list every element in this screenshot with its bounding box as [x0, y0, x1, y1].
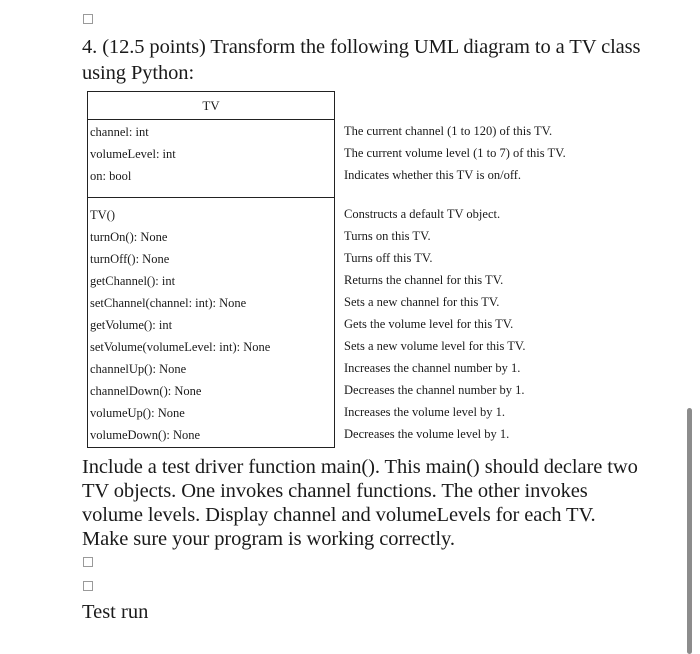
uml-method: channelUp(): None — [90, 362, 187, 376]
uml-method-description: Turns off this TV. — [344, 251, 433, 265]
test-run-label: Test run — [82, 601, 149, 623]
uml-method: turnOff(): None — [90, 252, 170, 266]
uml-method: setVolume(volumeLevel: int): None — [90, 340, 271, 354]
uml-method-description: Decreases the volume level by 1. — [344, 427, 510, 441]
uml-method: getChannel(): int — [90, 274, 176, 288]
uml-class-name: TV — [88, 92, 334, 120]
uml-method-description: Sets a new volume level for this TV. — [344, 339, 526, 353]
uml-method-description: Returns the channel for this TV. — [344, 273, 504, 287]
checkbox-icon — [83, 581, 93, 591]
uml-method-description: Increases the channel number by 1. — [344, 361, 521, 375]
uml-method: getVolume(): int — [90, 318, 173, 332]
uml-method-description: Sets a new channel for this TV. — [344, 295, 500, 309]
uml-method: channelDown(): None — [90, 384, 202, 398]
uml-method-description: Constructs a default TV object. — [344, 207, 501, 221]
uml-method-description: Decreases the channel number by 1. — [344, 383, 525, 397]
uml-attribute-description: Indicates whether this TV is on/off. — [344, 168, 522, 182]
uml-method: turnOn(): None — [90, 230, 168, 244]
uml-method-description: Increases the volume level by 1. — [344, 405, 506, 419]
uml-attribute-description: The current channel (1 to 120) of this TV. — [344, 124, 553, 138]
uml-attribute-description: The current volume level (1 to 7) of this TV. — [344, 146, 566, 160]
scrollbar[interactable] — [687, 408, 692, 654]
uml-method-description: Gets the volume level for this TV. — [344, 317, 514, 331]
uml-attribute: channel: int — [90, 125, 149, 139]
uml-method: setChannel(channel: int): None — [90, 296, 247, 310]
uml-methods-section — [88, 197, 334, 447]
uml-class-diagram — [87, 91, 335, 448]
uml-attributes-section — [88, 119, 334, 198]
uml-method-description: Turns on this TV. — [344, 229, 431, 243]
question-instructions: Include a test driver function main(). This main() should declare two TV objects. One invokes channel functions. The other invokes volume levels. Display channel and volumeLevels for each TV. Make sure your program is working correctly. — [82, 456, 638, 550]
checkbox-icon — [83, 14, 93, 24]
checkbox-icon — [83, 557, 93, 567]
uml-attribute: volumeLevel: int — [90, 147, 176, 161]
uml-method: TV() — [90, 208, 115, 222]
uml-attribute: on: bool — [90, 169, 132, 183]
uml-method: volumeUp(): None — [90, 406, 185, 420]
uml-method: volumeDown(): None — [90, 428, 201, 442]
question-heading: 4. (12.5 points) Transform the following UML diagram to a TV class using Python: — [82, 36, 641, 84]
